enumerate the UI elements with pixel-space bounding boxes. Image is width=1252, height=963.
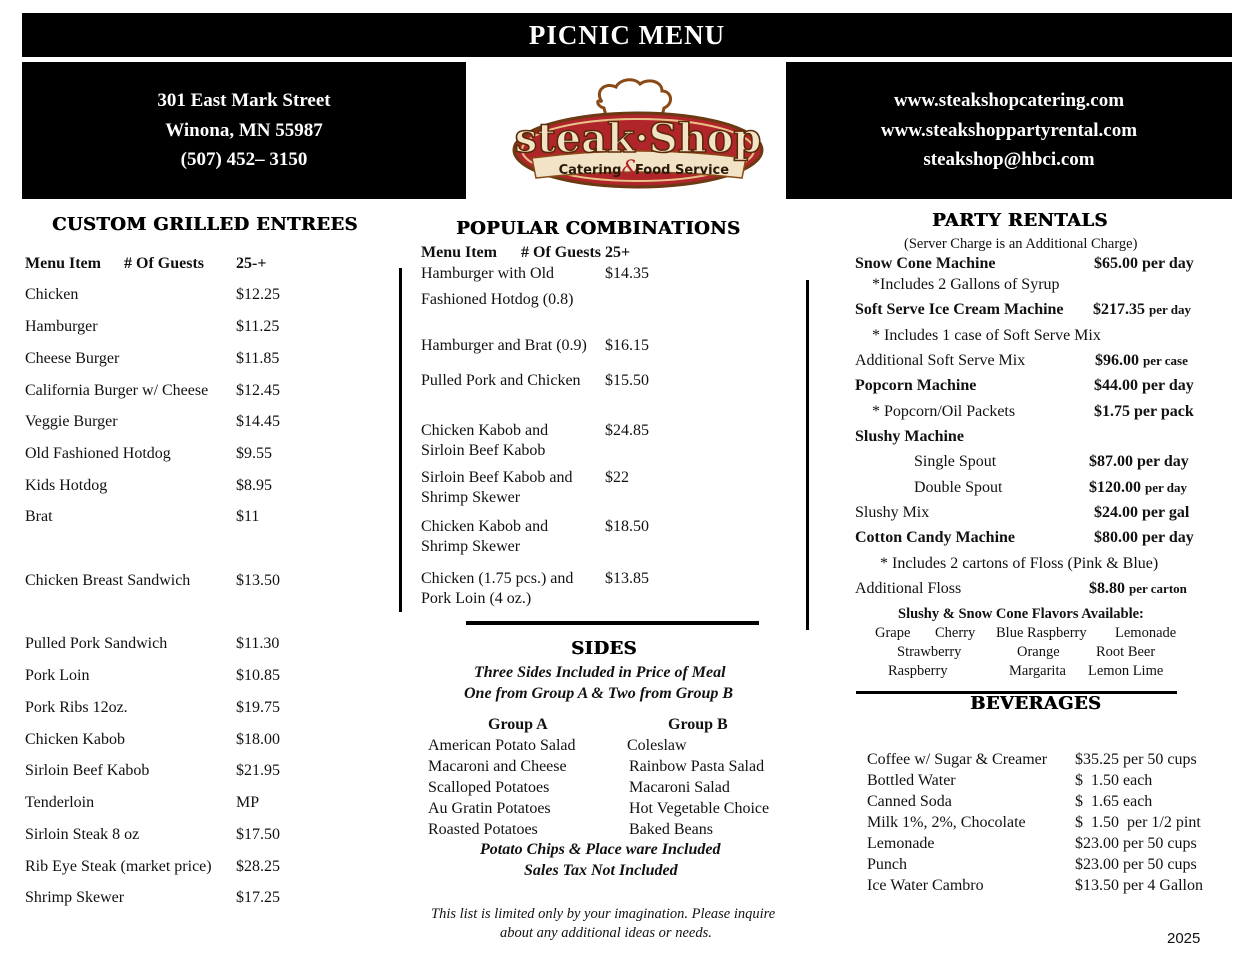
entree-name: Pork Loin — [25, 667, 90, 684]
rentals-subtitle: (Server Charge is an Additional Charge) — [904, 236, 1138, 252]
sides-note-2: One from Group A & Two from Group B — [464, 685, 734, 702]
steak-shop-logo — [510, 78, 766, 190]
sides-footer-1: Potato Chips & Place ware Included — [480, 841, 721, 858]
year-label: 2025 — [1167, 930, 1201, 947]
entrees-col-price: 25-+ — [236, 255, 267, 272]
flavor-item: Blue Raspberry — [996, 625, 1087, 641]
snow-cone-note: *Includes 2 Gallons of Syrup — [872, 276, 1060, 293]
entree-price: $13.50 — [236, 572, 280, 589]
logo-ampersand: & — [621, 157, 641, 182]
additional-floss-price: $8.80 per carton — [1089, 580, 1187, 597]
single-spout-price: $87.00 per day — [1089, 453, 1189, 470]
entree-name: Tenderloin — [25, 794, 95, 811]
entrees-col-guests: # Of Guests — [124, 255, 204, 272]
flavor-item: Raspberry — [888, 663, 948, 679]
beverage-price: $35.25 per 50 cups — [1075, 751, 1197, 768]
combo-price: $15.50 — [605, 372, 649, 389]
entree-name: California Burger w/ Cheese — [25, 382, 209, 399]
address-street: 301 East Mark Street — [157, 90, 331, 112]
additional-soft-serve: Additional Soft Serve Mix — [855, 352, 1026, 369]
entree-price: $12.45 — [236, 382, 280, 399]
beverage-price: $ 1.50 each — [1075, 772, 1153, 789]
disclaimer-line-1: This list is limited only by your imagination. Please inquire — [431, 906, 776, 922]
entree-name: Brat — [25, 508, 53, 525]
popcorn-note-price: $1.75 per pack — [1094, 403, 1194, 420]
group-b-heading: Group B — [668, 716, 728, 733]
entree-price: $12.25 — [236, 286, 280, 303]
beverage-price: $23.00 per 50 cups — [1075, 856, 1197, 873]
entree-name: Sirloin Steak 8 oz — [25, 826, 140, 843]
address-city: Winona, MN 55987 — [165, 119, 323, 141]
flavor-item: Grape — [875, 625, 911, 641]
beverage-price: $23.00 per 50 cups — [1075, 835, 1197, 852]
website-rental-link[interactable]: www.steakshoppartyrental.com — [880, 119, 1138, 141]
beverage-name: Punch — [867, 856, 907, 873]
entree-price: $14.45 — [236, 413, 280, 430]
side-group-b-item: Rainbow Pasta Salad — [629, 758, 765, 775]
combo-price: $14.35 — [605, 265, 649, 282]
snow-cone-machine: Snow Cone Machine — [855, 255, 996, 272]
additional-soft-serve-price: $96.00 per case — [1095, 352, 1188, 369]
cotton-candy-note: * Includes 2 cartons of Floss (Pink & Blue) — [880, 555, 1159, 572]
entree-price: $9.55 — [236, 445, 272, 462]
beverage-name: Milk 1%, 2%, Chocolate — [867, 814, 1026, 831]
combos-col-item: Menu Item — [421, 244, 497, 261]
address-phone: (507) 452– 3150 — [180, 149, 308, 171]
entree-price: $8.95 — [236, 477, 272, 494]
beverages-heading: BEVERAGES — [970, 693, 1102, 714]
combo-price: $16.15 — [605, 337, 649, 354]
logo-name: steak·Shop — [514, 115, 762, 162]
entree-price: $18.00 — [236, 731, 280, 748]
email-link[interactable]: steakshop@hbci.com — [923, 149, 1095, 171]
middle-left-rule — [399, 268, 402, 612]
combo-item-line2: Sirloin Beef Kabob — [421, 442, 546, 459]
beverage-name: Canned Soda — [867, 793, 952, 810]
entree-name: Cheese Burger — [25, 350, 120, 367]
beverage-price: $ 1.50 per 1/2 pint — [1075, 814, 1201, 831]
side-group-a-item: Macaroni and Cheese — [428, 758, 567, 775]
chef-hat-icon — [598, 80, 671, 116]
combo-price: $22 — [605, 469, 629, 486]
cotton-candy-machine: Cotton Candy Machine — [855, 529, 1016, 546]
entree-name: Hamburger — [25, 318, 98, 335]
side-group-b-item: Coleslaw — [627, 737, 687, 754]
entree-name: Kids Hotdog — [25, 477, 108, 494]
combo-item-line2: Fashioned Hotdog (0.8) — [421, 291, 574, 308]
logo-tagline-b: Food Service — [634, 163, 730, 178]
entree-name: Pork Ribs 12oz. — [25, 699, 128, 716]
combos-divider — [466, 621, 759, 625]
combo-item-line2: Pork Loin (4 oz.) — [421, 590, 532, 607]
page-title: PICNIC MENU — [22, 13, 1232, 57]
beverage-name: Ice Water Cambro — [867, 877, 984, 894]
combo-item-line1: Pulled Pork and Chicken — [421, 372, 581, 389]
entrees-col-item: Menu Item — [25, 255, 101, 272]
single-spout: Single Spout — [914, 453, 997, 470]
popcorn-machine: Popcorn Machine — [855, 377, 977, 394]
sides-footer-2: Sales Tax Not Included — [524, 862, 678, 879]
entree-price: $11.25 — [236, 318, 280, 335]
entree-price: $10.85 — [236, 667, 280, 684]
entree-name: Chicken Breast Sandwich — [25, 572, 191, 589]
combo-item-line2: Shrimp Skewer — [421, 489, 521, 506]
entree-price: $17.50 — [236, 826, 280, 843]
combo-price: $13.85 — [605, 570, 649, 587]
disclaimer-line-2: about any additional ideas or needs. — [500, 925, 712, 941]
flavor-item: Lemonade — [1115, 625, 1177, 641]
flavors-heading: Slushy & Snow Cone Flavors Available: — [898, 606, 1144, 622]
entree-name: Sirloin Beef Kabob — [25, 762, 150, 779]
entree-price: $19.75 — [236, 699, 280, 716]
side-group-a-item: Roasted Potatoes — [428, 821, 538, 838]
entree-name: Rib Eye Steak (market price) — [25, 858, 212, 875]
combo-price: $18.50 — [605, 518, 649, 535]
website-catering-link[interactable]: www.steakshopcatering.com — [893, 90, 1125, 112]
beverage-name: Coffee w/ Sugar & Creamer — [867, 751, 1048, 768]
double-spout-price: $120.00 per day — [1089, 479, 1188, 496]
combo-item-line1: Sirloin Beef Kabob and — [421, 469, 573, 486]
flavor-item: Strawberry — [897, 644, 962, 660]
group-a-heading: Group A — [488, 716, 548, 733]
entree-name: Shrimp Skewer — [25, 889, 125, 906]
entree-name: Old Fashioned Hotdog — [25, 445, 171, 462]
combo-item-line1: Chicken (1.75 pcs.) and — [421, 570, 574, 587]
address-block — [22, 62, 466, 199]
combos-heading: POPULAR COMBINATIONS — [456, 218, 741, 239]
side-group-b-item: Baked Beans — [629, 821, 713, 838]
additional-floss: Additional Floss — [855, 580, 962, 597]
combo-item-line1: Chicken Kabob and — [421, 422, 549, 439]
flavor-item: Cherry — [935, 625, 976, 641]
entree-price: $11.85 — [236, 350, 280, 367]
combo-item-line1: Hamburger with Old — [421, 265, 555, 282]
soft-serve-price: $217.35 per day — [1093, 301, 1192, 318]
slushy-mix-price: $24.00 per gal — [1094, 504, 1190, 521]
cotton-candy-price: $80.00 per day — [1094, 529, 1194, 546]
beverage-price: $ 1.65 each — [1075, 793, 1153, 810]
beverage-price: $13.50 per 4 Gallon — [1075, 877, 1203, 894]
entree-name: Veggie Burger — [25, 413, 118, 430]
entree-name: Chicken Kabob — [25, 731, 125, 748]
entree-name: Chicken — [25, 286, 79, 303]
combo-price: $24.85 — [605, 422, 649, 439]
contact-block — [786, 62, 1232, 199]
soft-serve-machine: Soft Serve Ice Cream Machine — [855, 301, 1064, 318]
side-group-a-item: Scalloped Potatoes — [428, 779, 550, 796]
slushy-mix: Slushy Mix — [855, 504, 930, 521]
entree-price: $17.25 — [236, 889, 280, 906]
middle-right-rule — [806, 280, 809, 630]
combo-item-line1: Chicken Kabob and — [421, 518, 549, 535]
entree-name: Pulled Pork Sandwich — [25, 635, 168, 652]
entree-price: $28.25 — [236, 858, 280, 875]
combo-item-line1: Hamburger and Brat (0.9) — [421, 337, 587, 354]
entrees-heading: CUSTOM GRILLED ENTREES — [52, 214, 358, 235]
combo-item-line2: Shrimp Skewer — [421, 538, 521, 555]
slushy-machine: Slushy Machine — [855, 428, 964, 445]
popcorn-price: $44.00 per day — [1094, 377, 1194, 394]
soft-serve-note: * Includes 1 case of Soft Serve Mix — [872, 327, 1101, 344]
sides-note-1: Three Sides Included in Price of Meal — [474, 664, 726, 681]
double-spout: Double Spout — [914, 479, 1003, 496]
snow-cone-price: $65.00 per day — [1094, 255, 1194, 272]
side-group-b-item: Hot Vegetable Choice — [629, 800, 770, 817]
entree-price: $11 — [236, 508, 260, 525]
sides-heading: SIDES — [571, 638, 637, 659]
rentals-heading: PARTY RENTALS — [932, 210, 1108, 231]
side-group-b-item: Macaroni Salad — [629, 779, 730, 796]
entree-price: MP — [236, 794, 260, 811]
side-group-a-item: American Potato Salad — [428, 737, 576, 754]
beverage-name: Lemonade — [867, 835, 935, 852]
popcorn-note: * Popcorn/Oil Packets — [872, 403, 1016, 420]
flavor-item: Margarita — [1009, 663, 1066, 679]
entree-price: $21.95 — [236, 762, 280, 779]
beverage-name: Bottled Water — [867, 772, 956, 789]
combos-col-guests: # Of Guests 25+ — [521, 244, 631, 261]
flavor-item: Lemon Lime — [1088, 663, 1164, 679]
entree-price: $11.30 — [236, 635, 280, 652]
flavor-item: Orange — [1017, 644, 1060, 660]
logo-tagline-a: Catering — [558, 163, 622, 178]
side-group-a-item: Au Gratin Potatoes — [428, 800, 551, 817]
flavor-item: Root Beer — [1096, 644, 1156, 660]
